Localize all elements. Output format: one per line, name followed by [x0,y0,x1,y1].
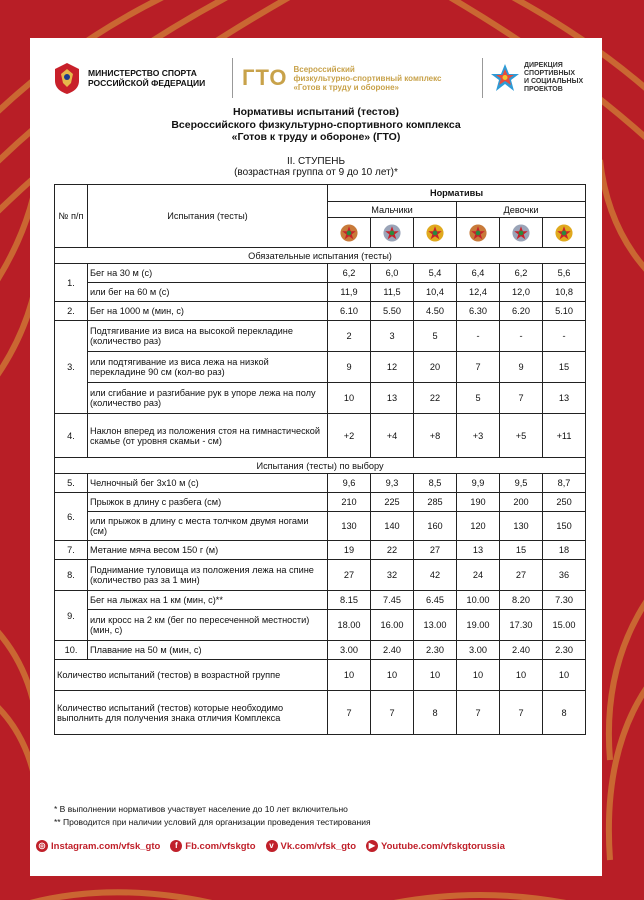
table-row: 7. Метание мяча весом 150 г (м) 19 22 27 13 15 18 [55,541,586,560]
direction-line4: ПРОЕКТОВ [524,86,563,93]
stage-age: (возрастная группа от 9 до 10 лет)* [234,167,398,178]
facebook-icon: f [170,840,182,852]
direction-line3: И СОЦИАЛЬНЫХ [524,78,584,85]
logo-header [52,56,587,100]
table-row: 8. Поднимание туловища из положения лежа на спине (количество раз за 1 мин) 27 32 42 24 27 36 [55,560,586,591]
direction-line1: ДИРЕКЦИЯ [524,62,563,69]
title-line3: «Готов к труду и обороне» (ГТО) [231,131,401,143]
table-row: 3. Подтягивание из виса на высокой перекладине (количество раз) 2 3 5 - - - [55,321,586,352]
document-title [30,106,602,144]
header-num: № п/п [55,185,88,248]
gold-badge-icon [555,224,573,242]
youtube-icon: ▶ [366,840,378,852]
table-row: или кросс на 2 км (бег по пересеченной местности) (мин, с) 18.00 16.00 13.00 19.00 17.30 15.00 [55,610,586,641]
table-row-total: Количество испытаний (тестов) в возрастной группе 10 10 10 10 10 10 [55,660,586,691]
table-row: или прыжок в длину с места толчком двумя ногами (см) 130 140 160 120 130 150 [55,512,586,541]
title-line1: Нормативы испытаний (тестов) [233,106,399,118]
social-links [36,840,616,852]
header-norms: Нормативы [328,185,586,202]
eagle-emblem-icon [52,61,82,95]
table-row: 9. Бег на лыжах на 1 км (мин, с)** 8.15 7.45 6.45 10.00 8.20 7.30 [55,591,586,610]
stage-header [30,156,602,178]
gto-line2: физкультурно-спортивный комплекс [293,73,442,83]
gto-mark: ГТО [242,65,288,90]
footnote-2: ** Проводится при наличии условий для организации проведения тестирования [54,817,371,827]
norms-table [54,184,586,735]
table-row: 10. Плавание на 50 м (мин, с) 3.00 2.40 2.30 3.00 2.40 2.30 [55,641,586,660]
youtube-link[interactable]: ▶ Youtube.com/vfskgtorussia [366,840,505,852]
table-row-required-count: Количество испытаний (тестов) которые необходимо выполнить для получения знака отличия Комплекса 7 7 8 7 7 8 [55,691,586,735]
silver-badge-icon [512,224,530,242]
footnotes [54,803,371,829]
ministry-line1: МИНИСТЕРСТВО СПОРТА [88,68,197,78]
bronze-badge-icon [340,224,358,242]
ministry-line2: РОССИЙСКОЙ ФЕДЕРАЦИИ [88,78,206,88]
bronze-badge-icon [469,224,487,242]
silver-badge-icon [383,224,401,242]
table-row: 1. Бег на 30 м (с) 6,2 6,0 5,4 6,4 6,2 5,6 [55,264,586,283]
title-line2: Всероссийского физкультурно-спортивного комплекса [171,118,461,131]
table-row: или бег на 60 м (с) 11,9 11,5 10,4 12,4 12,0 10,8 [55,283,586,302]
vk-link[interactable]: v Vk.com/vfsk_gto [266,840,357,852]
table-row: 5. Челночный бег 3х10 м (с) 9,6 9,3 8,5 9,9 9,5 8,7 [55,474,586,493]
stage-name: II. СТУПЕНЬ [286,156,346,167]
vk-icon: v [266,840,278,852]
section-optional: Испытания (тесты) по выбору [55,458,586,474]
star-emblem-icon [490,63,520,93]
ministry-logo [52,56,222,100]
direction-logo [490,56,590,100]
footnote-1: * В выполнении нормативов участвует население до 10 лет включительно [54,804,348,814]
header-girls: Девочки [457,202,586,218]
gto-logo [242,56,477,100]
table-row: или подтягивание из виса лежа на низкой перекладине 90 см (кол-во раз) 9 12 20 7 9 15 [55,352,586,383]
table-row: 4. Наклон вперед из положения стоя на гимнастической скамье (от уровня скамьи - см) +2 +4 +8 +3 +5 +11 [55,414,586,458]
gold-badge-icon [426,224,444,242]
document-sheet [30,38,602,876]
facebook-link[interactable]: f Fb.com/vfskgto [170,840,255,852]
gto-line1: Всероссийский [293,64,355,74]
section-required: Обязательные испытания (тесты) [55,248,586,264]
gto-line3: «Готов к труду и обороне» [293,82,399,92]
direction-line2: СПОРТИВНЫХ [524,70,576,77]
instagram-link[interactable]: ◎ Instagram.com/vfsk_gto [36,840,160,852]
table-row: 6. Прыжок в длину с разбега (см) 210 225 285 190 200 250 [55,493,586,512]
instagram-icon: ◎ [36,840,48,852]
header-test: Испытания (тесты) [88,185,328,248]
table-row: 2. Бег на 1000 м (мин, с) 6.10 5.50 4.50 6.30 6.20 5.10 [55,302,586,321]
logo-divider [232,58,233,98]
header-boys: Мальчики [328,202,457,218]
table-row: или сгибание и разгибание рук в упоре лежа на полу (количество раз) 10 13 22 5 7 13 [55,383,586,414]
logo-divider [482,58,483,98]
